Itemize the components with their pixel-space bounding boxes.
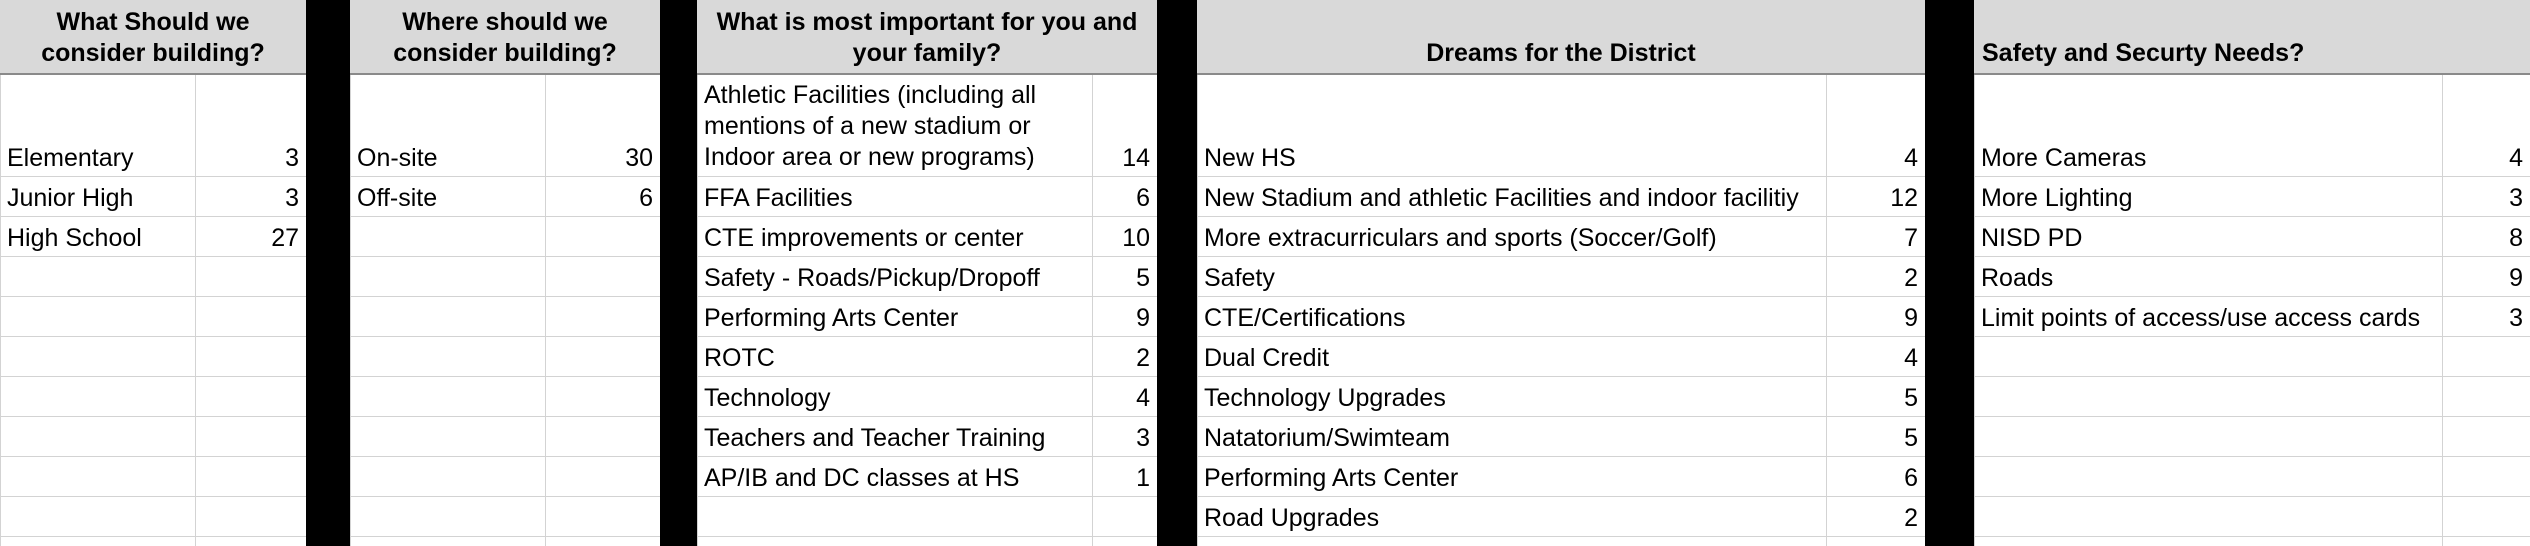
cell-label[interactable]: Off-site	[357, 184, 438, 212]
cell-label[interactable]	[1974, 377, 2442, 417]
cell-label[interactable]: Technology Upgrades	[1204, 384, 1446, 412]
cell-label[interactable]: Road Upgrades	[1204, 504, 1380, 532]
cell-label[interactable]	[0, 377, 195, 417]
cell-label[interactable]	[350, 257, 545, 297]
cell-count[interactable]	[195, 337, 306, 377]
cell-label[interactable]: Dual Credit	[1204, 344, 1330, 372]
cell-label[interactable]: Roads	[1981, 264, 2054, 292]
cell-count[interactable]: 2	[1136, 344, 1150, 372]
cell-count[interactable]: 2	[1904, 264, 1918, 292]
cell-label[interactable]: More Cameras	[1981, 144, 2147, 172]
cell-label[interactable]	[350, 457, 545, 497]
cell-count[interactable]: 10	[1122, 224, 1150, 252]
cell-label[interactable]: Performing Arts Center	[1204, 464, 1459, 492]
cell-label[interactable]: Limit points of access/use access cards	[1981, 304, 2421, 332]
cell-count[interactable]	[195, 417, 306, 457]
cell-label[interactable]	[0, 257, 195, 297]
cell-label[interactable]	[350, 417, 545, 457]
cell-count[interactable]	[545, 417, 660, 457]
cell-label[interactable]	[0, 497, 195, 537]
cell-label[interactable]: AP/IB and DC classes at HS	[704, 464, 1020, 492]
cell-count[interactable]: 2	[1904, 504, 1918, 532]
cell-count[interactable]: 8	[2509, 224, 2523, 252]
cell-label[interactable]: Teachers and Teacher Training	[704, 424, 1046, 452]
cell-label[interactable]	[0, 297, 195, 337]
cell-label[interactable]: CTE improvements or center	[704, 224, 1024, 252]
cell-label[interactable]	[0, 417, 195, 457]
cell-label[interactable]	[1974, 337, 2442, 377]
cell-count[interactable]	[545, 257, 660, 297]
cell-label[interactable]: More Lighting	[1981, 184, 2133, 212]
cell-label[interactable]: Safety - Roads/Pickup/Dropoff	[704, 264, 1040, 292]
cell-count[interactable]	[545, 497, 660, 537]
cell-label[interactable]: Junior High	[7, 184, 134, 212]
cell-count[interactable]	[545, 217, 660, 257]
cell-label[interactable]: Elementary	[7, 144, 134, 172]
cell-count[interactable]: 3	[2509, 184, 2523, 212]
column-header: Safety and Securty Needs?	[1974, 0, 2530, 75]
cell-label[interactable]	[350, 297, 545, 337]
cell-label[interactable]: More extracurriculars and sports (Soccer/Golf)	[1204, 224, 1717, 252]
cell-label[interactable]	[0, 457, 195, 497]
cell-count[interactable]: 27	[271, 224, 299, 252]
cell-count[interactable]: 5	[1904, 424, 1918, 452]
cell-count[interactable]: 6	[639, 184, 653, 212]
cell-count[interactable]: 1	[1136, 464, 1150, 492]
cell-count[interactable]: 3	[285, 184, 299, 212]
cell-label[interactable]: New Stadium and athletic Facilities and indoor facilitiy	[1204, 184, 1799, 212]
cell-count[interactable]	[545, 297, 660, 337]
cell-label[interactable]	[1974, 457, 2442, 497]
cell-label[interactable]: CTE/Certifications	[1204, 304, 1406, 332]
cell-label[interactable]	[350, 217, 545, 257]
cell-label[interactable]: Athletic Facilities (including all mentions of a new stadium or Indoor area or new programs)	[704, 81, 1037, 171]
cell-label[interactable]: Performing Arts Center	[704, 304, 959, 332]
cell-count[interactable]	[195, 257, 306, 297]
cell-label[interactable]: NISD PD	[1981, 224, 2083, 252]
cell-label[interactable]	[1974, 497, 2442, 537]
separator-column	[1157, 0, 1197, 546]
cell-count[interactable]: 4	[1904, 344, 1918, 372]
cell-count[interactable]: 5	[1904, 384, 1918, 412]
cell-count[interactable]	[545, 457, 660, 497]
cell-label[interactable]: Natatorium/Swimteam	[1204, 424, 1450, 452]
cell-label[interactable]	[350, 377, 545, 417]
cell-label[interactable]	[350, 497, 545, 537]
cell-count[interactable]: 3	[1136, 424, 1150, 452]
cell-count[interactable]	[545, 377, 660, 417]
cell-count[interactable]: 9	[1136, 304, 1150, 332]
column-header: What is most important for you and your family?	[697, 0, 1157, 75]
cell-count[interactable]	[545, 337, 660, 377]
cell-label[interactable]	[0, 337, 195, 377]
cell-label[interactable]: ROTC	[704, 344, 775, 372]
cell-count[interactable]: 9	[2509, 264, 2523, 292]
cell-count[interactable]	[2442, 417, 2530, 457]
column-header: What Should we consider building?	[0, 0, 306, 75]
cell-count[interactable]: 3	[285, 144, 299, 172]
cell-count[interactable]: 6	[1136, 184, 1150, 212]
cell-label[interactable]: On-site	[357, 144, 438, 172]
cell-count[interactable]: 4	[1136, 384, 1150, 412]
column-header: Dreams for the District	[1197, 0, 1925, 75]
cell-label[interactable]: New HS	[1204, 144, 1296, 172]
cell-count[interactable]: 3	[2509, 304, 2523, 332]
cell-count[interactable]: 4	[1904, 144, 1918, 172]
cell-count[interactable]: 9	[1904, 304, 1918, 332]
separator-column	[660, 0, 697, 546]
cell-label[interactable]	[350, 337, 545, 377]
cell-label[interactable]	[1974, 417, 2442, 457]
cell-count[interactable]: 5	[1136, 264, 1150, 292]
cell-label[interactable]: Technology	[704, 384, 831, 412]
cell-count[interactable]	[195, 457, 306, 497]
cell-count[interactable]: 30	[625, 144, 653, 172]
cell-label[interactable]	[697, 497, 1092, 537]
cell-count[interactable]: 4	[2509, 144, 2523, 172]
column-header: Where should we consider building?	[350, 0, 660, 75]
cell-count[interactable]	[1092, 497, 1157, 537]
cell-count[interactable]	[2442, 337, 2530, 377]
cell-label[interactable]: FFA Facilities	[704, 184, 853, 212]
cell-count[interactable]	[195, 497, 306, 537]
cell-label[interactable]: Safety	[1204, 264, 1275, 292]
cell-count[interactable]	[2442, 377, 2530, 417]
cell-count[interactable]	[2442, 457, 2530, 497]
cell-count[interactable]	[2442, 497, 2530, 537]
separator-column	[1925, 0, 1974, 546]
cell-count[interactable]	[195, 297, 306, 337]
cell-count[interactable]: 6	[1904, 464, 1918, 492]
cell-count[interactable]: 12	[1890, 184, 1918, 212]
cell-count[interactable]	[195, 377, 306, 417]
cell-label[interactable]: High School	[7, 224, 142, 252]
cell-count[interactable]: 14	[1122, 144, 1150, 172]
cell-count[interactable]: 7	[1904, 224, 1918, 252]
separator-column	[306, 0, 350, 546]
